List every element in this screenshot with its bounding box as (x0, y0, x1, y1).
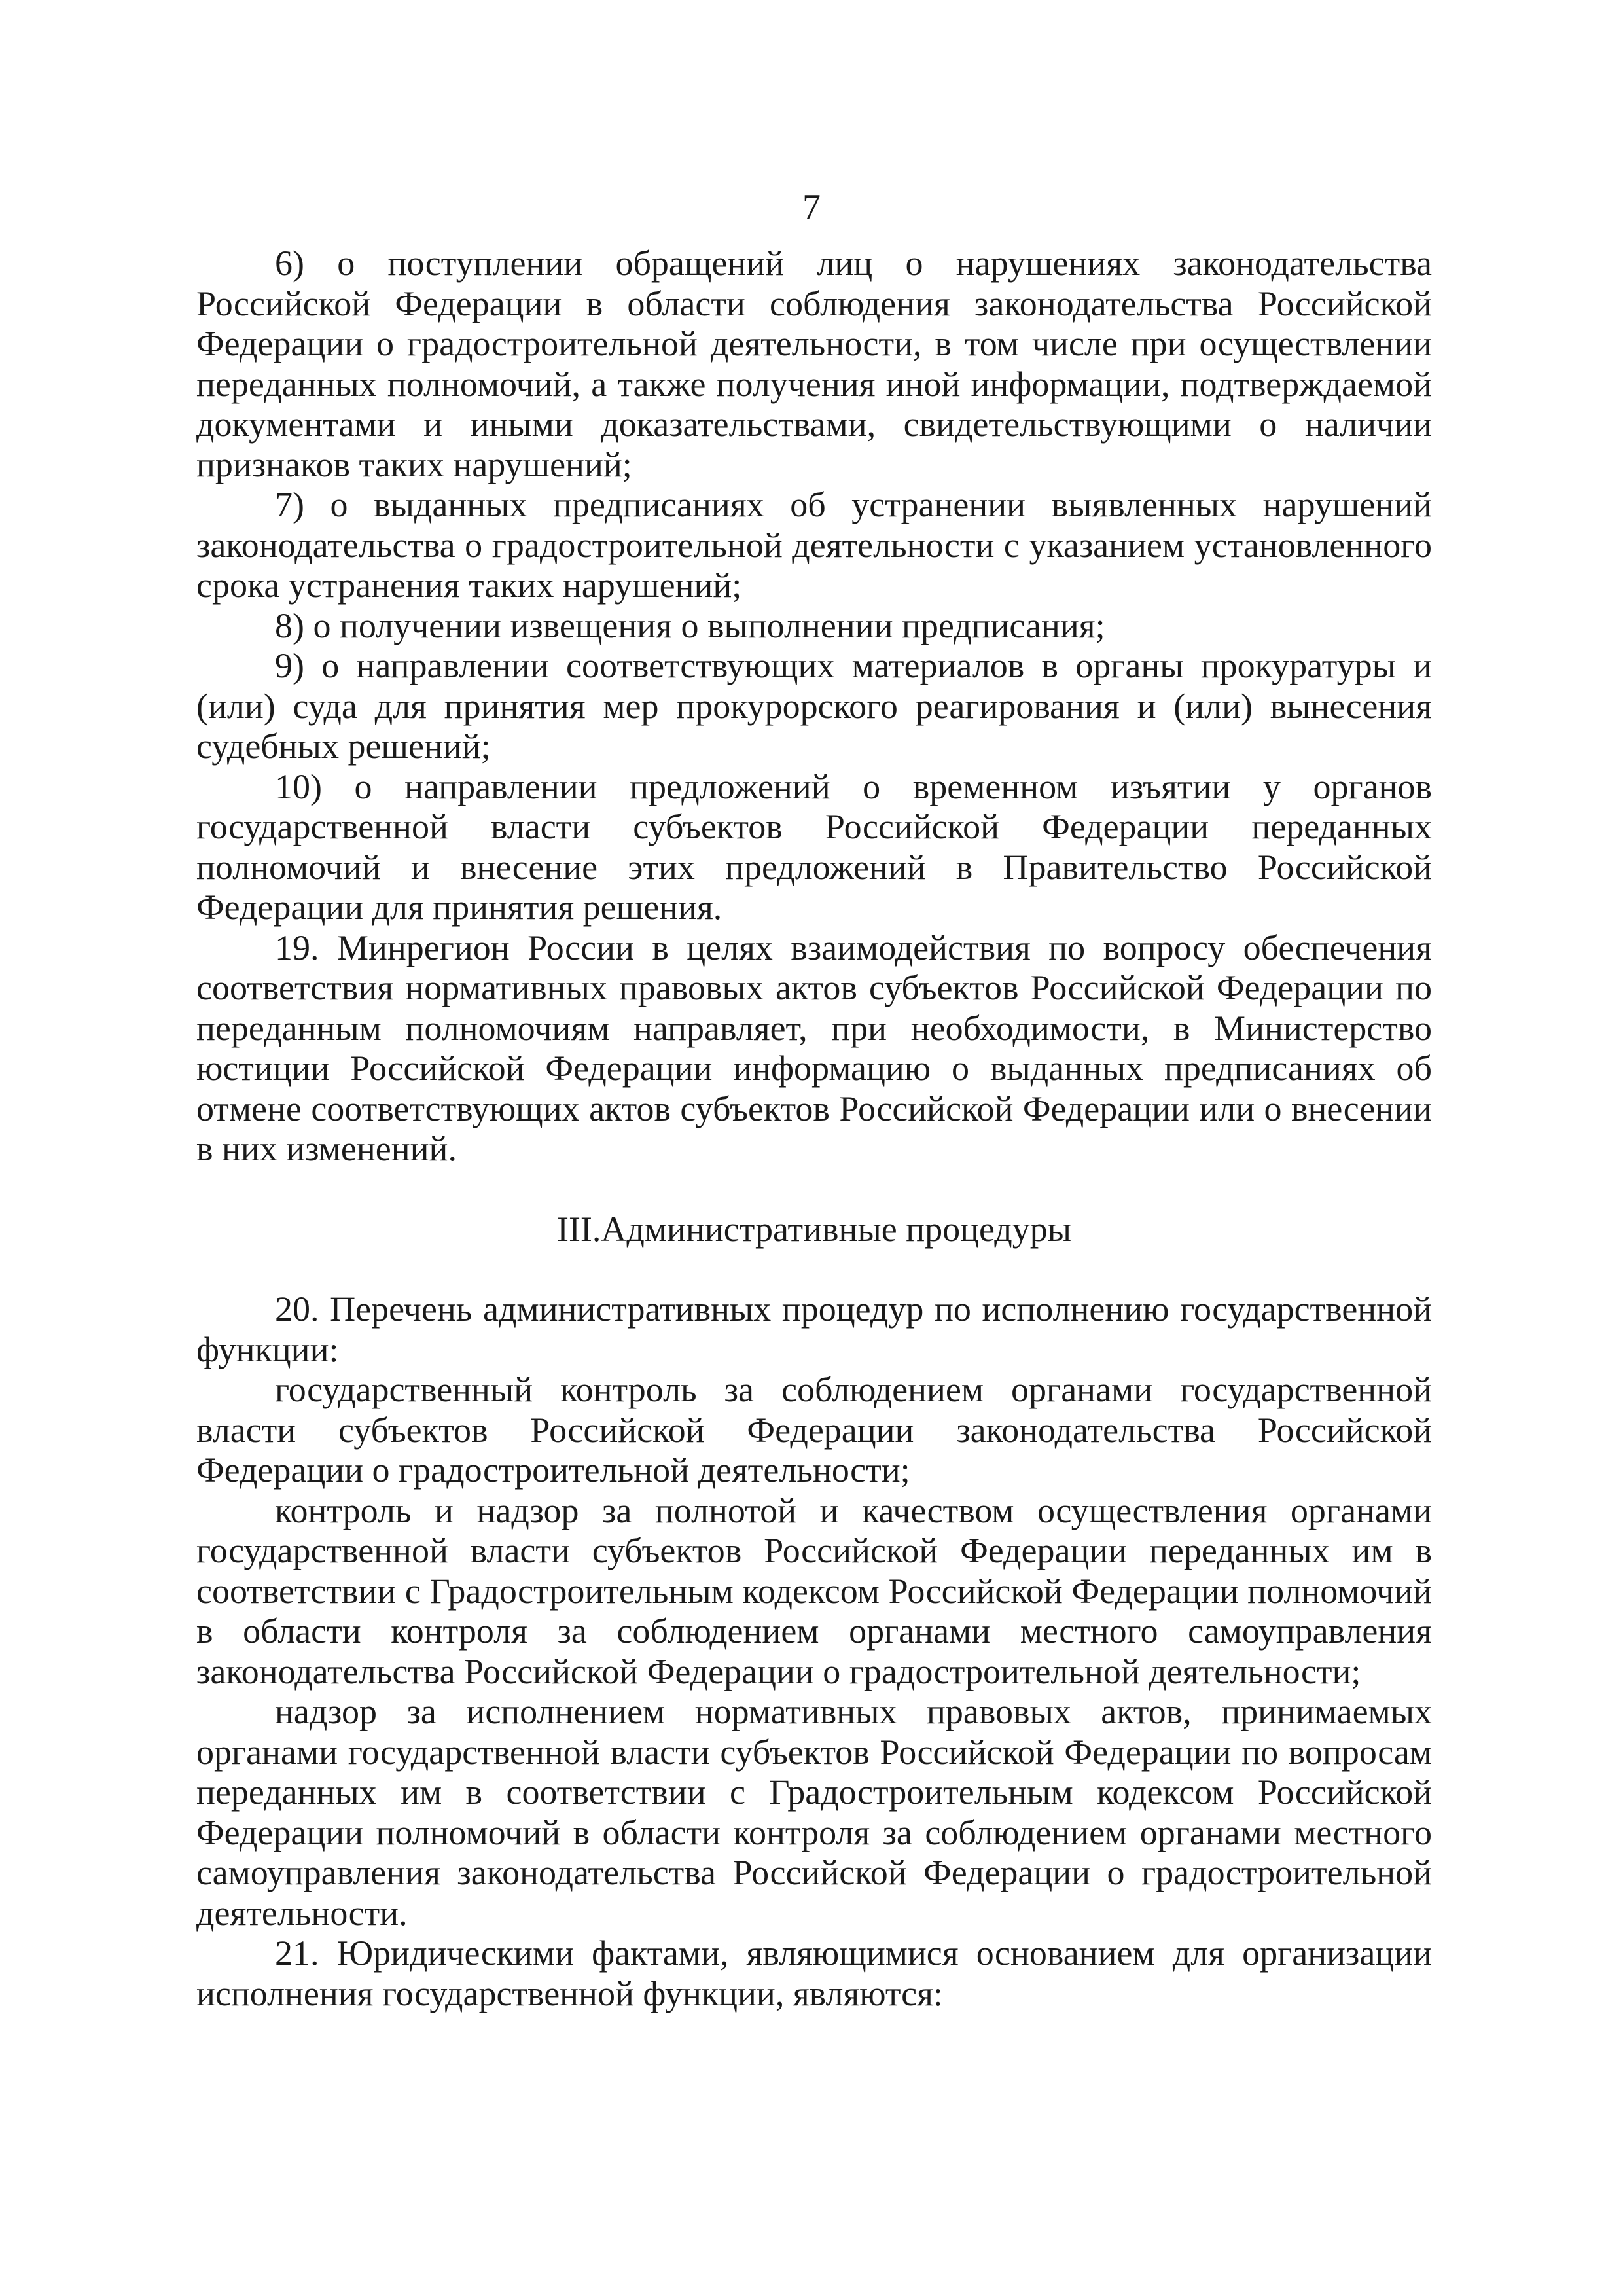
document-body (196, 243, 1432, 2014)
paragraph-item-6: 6) о поступлении обращений лиц о нарушениях законодательства Российской Федерации в области соблюдения законодательства Российской Федерации о градостроительной деятельности, в том числе при осуществлении переданных полномочий, а также получения иной информации, подтверждаемой документами и иными доказательствами, свидетельствующими о наличии признаков таких нарушений; (196, 243, 1432, 484)
paragraph-item-8: 8) о получении извещения о выполнении предписания; (275, 605, 1105, 645)
section-heading: III.Административные процедуры (556, 1209, 1072, 1249)
paragraph-supervision-acts: надзор за исполнением нормативных правовых актов, принимаемых органами государственной власти субъектов Российской Федерации по вопросам переданных им в соответствии с Градостроительным кодексом Российской Федерации полномочий в области контроля за соблюдением органами местного самоуправления законодательства Российской Федерации о градостроительной деятельности. (196, 1692, 1432, 1933)
paragraph-clause-21: 21. Юридическими фактами, являющимися основанием для организации исполнения государственной функции, являются: (196, 1933, 1432, 2013)
paragraph-clause-20: 20. Перечень административных процедур по исполнению государственной функции: (196, 1289, 1432, 1369)
paragraph-clause-19: 19. Минрегион России в целях взаимодействия по вопросу обеспечения соответствия нормативных правовых актов субъектов Российской Федерации по переданным полномочиям направляет, при необходимости, в Министерство юстиции Российской Федерации информацию о выданных предписаниях об отмене соответствующих актов субъектов Российской Федерации или о внесении в них изменений. (196, 927, 1432, 1168)
paragraph-item-7: 7) о выданных предписаниях об устранении выявленных нарушений законодательства о градостроительной деятельности с указанием установленного срока устранения таких нарушений; (196, 485, 1432, 605)
paragraph-item-10: 10) о направлении предложений о временном изъятии у органов государственной власти субъектов Российской Федерации переданных полномочий и внесение этих предложений в Правительство Российской Федерации для принятия решения. (196, 766, 1432, 927)
paragraph-item-9: 9) о направлении соответствующих материалов в органы прокуратуры и (или) суда для принятия мер прокурорского реагирования и (или) вынесения судебных решений; (196, 646, 1432, 766)
paragraph-state-control: государственный контроль за соблюдением органами государственной власти субъектов Российской Федерации законодательства Российской Федерации о градостроительной деятельности; (196, 1370, 1432, 1490)
paragraph-control-supervision: контроль и надзор за полнотой и качеством осуществления органами государственной власти субъектов Российской Федерации переданных им в соответствии с Градостроительным кодексом Российской Федерации полномочий в области контроля за соблюдением органами местного самоуправления законодательства Российской Федерации о градостроительной деятельности; (196, 1490, 1432, 1691)
page-number: 7 (802, 187, 821, 228)
